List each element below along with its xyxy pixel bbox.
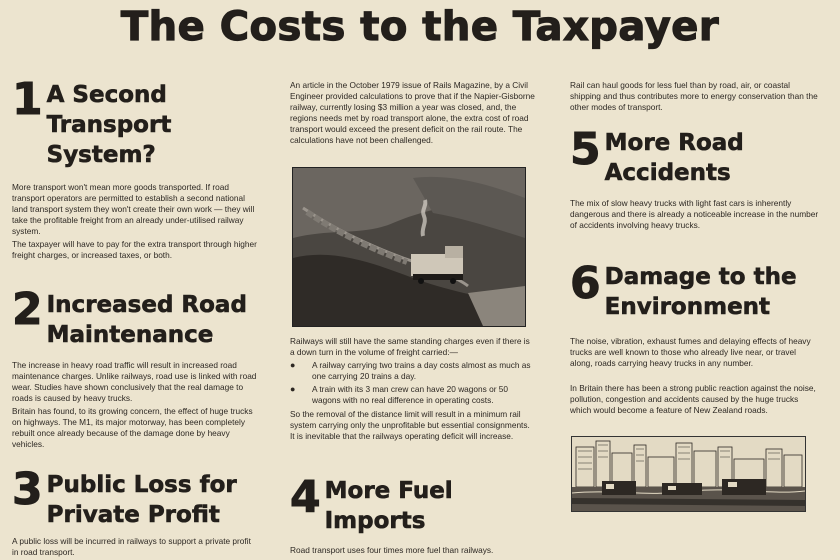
section-number: 2 — [12, 284, 43, 335]
heading-line: More Fuel — [324, 478, 453, 504]
rails-magazine-paragraph: An article in the October 1979 issue of Rails Magazine, by a Civil Engineer provided calculations to prove that if the Napier-Gisborne railway, currently losing $3 million a year was closed, and, the regions needs met by road transport alone, the extra cost of road transport would exceed the present deficit on the rail route. The calculations have not been challenged. — [290, 80, 535, 145]
section-1-para-2: The taxpayer will have to pay for the extra transport through higher freight charges, or increased taxes, or both. — [12, 239, 257, 260]
heading-line: Imports — [324, 508, 426, 534]
bullet-icon: ● — [290, 360, 296, 370]
section-4-para-1: Road transport uses four times more fuel than railways. — [290, 545, 494, 555]
section-2-heading — [12, 284, 247, 350]
section-number: 1 — [12, 74, 43, 125]
section-number: 6 — [570, 258, 601, 309]
heading-line: Increased Road — [46, 292, 247, 318]
heading-line: Accidents — [604, 160, 731, 186]
section-number: 4 — [290, 472, 321, 523]
page-title: The Costs to the Taxpayer — [120, 4, 720, 50]
city-traffic-illustration — [571, 436, 806, 512]
deficit-conclusion-paragraph: So the removal of the distance limit will result in a minimum rail system carrying only the unprofitable but essential consignments. It is inevitable that the railways operating deficit will increase. — [290, 409, 530, 441]
heading-line: Environment — [604, 294, 771, 320]
heading-line: System? — [46, 142, 156, 168]
section-5-heading — [570, 124, 744, 188]
section-number: 5 — [570, 124, 601, 175]
section-number: 3 — [12, 464, 43, 515]
list-item — [290, 384, 536, 406]
section-6-heading — [570, 258, 797, 322]
section-2-para-1: The increase in heavy road traffic will result in increased road maintenance charges. Unlike railways, road use is linked with road wear. Studies have shown conclusively that the real damage to roads is caused by heavy trucks. — [12, 360, 257, 403]
heading-line: More Road — [604, 130, 744, 156]
fuel-efficiency-paragraph: Rail can haul goods for less fuel than by road, air, or coastal shipping and thus contributes more to energy conservation than the other modes of transport. — [570, 80, 818, 112]
section-4-heading — [290, 472, 453, 536]
railway-train-photo — [292, 167, 526, 327]
heading-line: Public Loss for — [46, 472, 237, 498]
heading-line: A Second — [46, 82, 167, 108]
section-6-para-1: The noise, vibration, exhaust fumes and delaying effects of heavy trucks are well known to those who already live near, or travel along, roads carrying heavy trucks in any number. — [570, 336, 811, 368]
standing-charges-paragraph: Railways will still have the same standing charges even if there is a down turn in the volume of freight carried:— — [290, 336, 530, 357]
section-1-para-1: More transport won't mean more goods transported. If road transport operators are permitted to establish a second national land transport system they won't create their own work — they will take the profitable freight from an already under-utilised railway system. — [12, 182, 255, 236]
section-3-heading — [12, 464, 237, 530]
bullet-icon: ● — [290, 384, 296, 394]
heading-line: Damage to the — [604, 264, 797, 290]
section-1-heading — [12, 74, 172, 170]
heading-line: Transport — [46, 112, 172, 138]
section-5-para-1: The mix of slow heavy trucks with light fast cars is inherently dangerous and there is already a noticeable increase in the number of accidents involving heavy trucks. — [570, 198, 819, 230]
section-2-para-2: Britain has found, to its growing concern, the effect of huge trucks on highways. The M1, its major motorway, has been completely rebuilt once already because of the damage done by heavy vehicles. — [12, 406, 253, 449]
section-6-para-2: In Britain there has been a strong public reaction against the noise, pollution, congestion and accidents caused by the huge trucks which would become a feature of New Zealand roads. — [570, 383, 816, 415]
standing-charges-list — [290, 360, 536, 408]
list-item-text: A train with its 3 man crew can have 20 wagons or 50 wagons with no real difference in operating costs. — [312, 384, 509, 405]
heading-line: Maintenance — [46, 322, 214, 348]
list-item-text: A railway carrying two trains a day costs almost as much as one carrying 20 trains a day. — [312, 360, 531, 381]
section-3-para-1: A public loss will be incurred in railways to support a private profit in road transport. — [12, 536, 251, 557]
list-item — [290, 360, 536, 382]
heading-line: Private Profit — [46, 502, 220, 528]
